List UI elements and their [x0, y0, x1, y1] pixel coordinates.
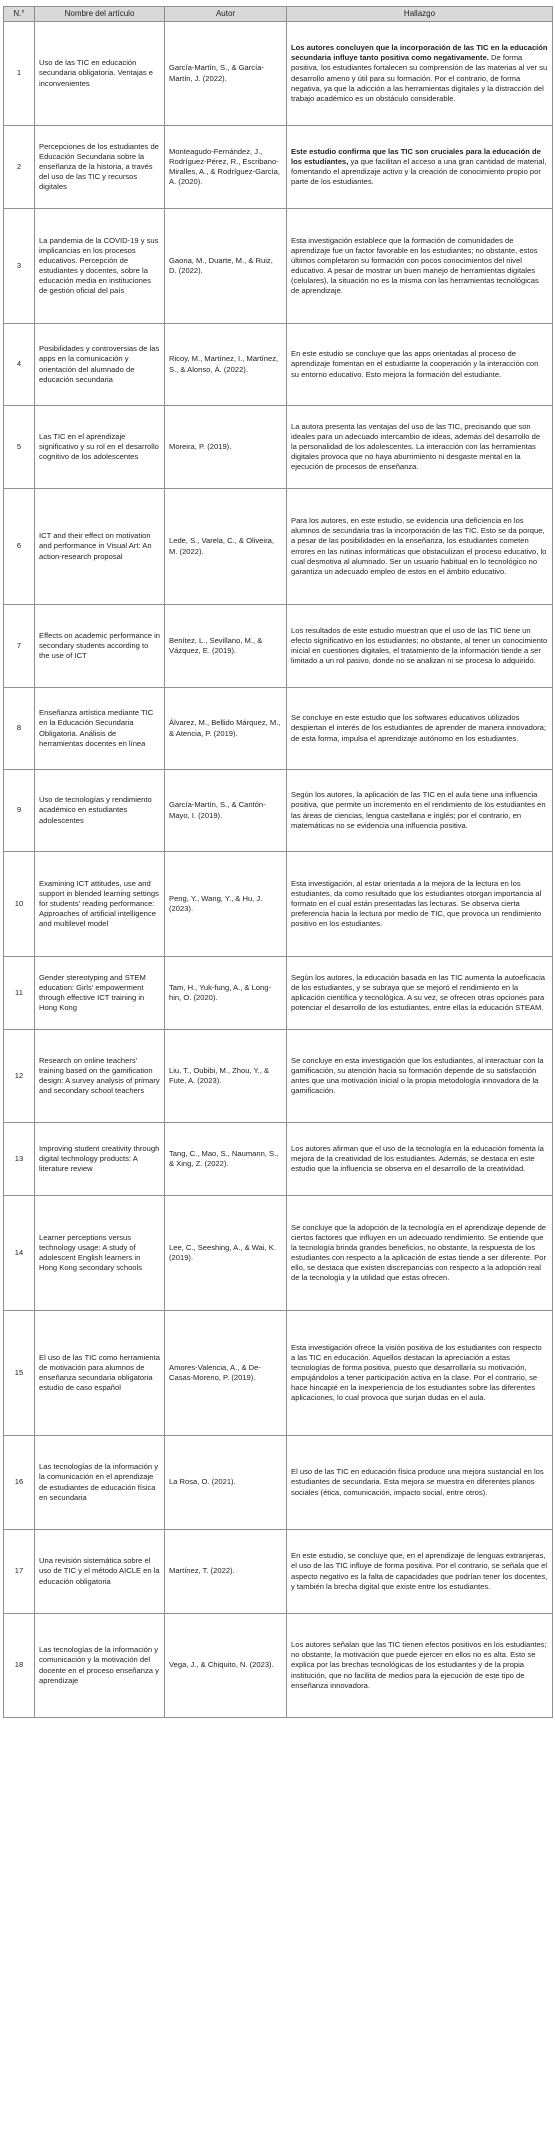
article-title: Uso de las TIC en educación secundaria obligatoria. Ventajas e inconvenientes [35, 22, 165, 126]
table-row [4, 1196, 553, 1311]
article-title: Improving student creativity through digital technology products: A literature review [35, 1123, 165, 1196]
finding-text: En este estudio se concluye que las apps orientadas al proceso de aprendizaje fomentan en el estudiante la cooperación y la interacción con su entorno educativo. Esto mejora la formación del estudiante. [291, 349, 539, 379]
row-number: 13 [4, 1123, 35, 1196]
article-finding [287, 1030, 553, 1123]
table-header [4, 7, 553, 22]
finding-text: En este estudio, se concluye que, en el aprendizaje de lenguas extranjeras, el uso de las TIC influye de forma positiva. Por el contrario, se señala que el aspecto negativo es la falta de capacidades que podrían tener los docentes, y también la brecha digital que existe entre los estudiantes. [291, 1551, 548, 1591]
article-author: Tang, C., Mao, S., Naumann, S., & Xing, Z. (2022). [165, 1123, 287, 1196]
row-number: 8 [4, 688, 35, 770]
article-finding [287, 489, 553, 605]
finding-text: De forma positiva, los estudiantes fortalecen su comprensión de las materias al ver su desarrollo ameno y útil para su formación. Por el contrario, de forma negativa, ya que la adicción a las herramientas digitales y la distracción del trabajo académico es un obstáculo considerable. [291, 53, 548, 103]
article-author: Benítez, L., Sevillano, M., & Vázquez, E. (2019). [165, 605, 287, 688]
article-finding [287, 1530, 553, 1614]
finding-highlight: Este estudio confirma que las TIC son cruciales para la educación de los estudiantes, [291, 146, 541, 166]
article-title: La pandemia de la COVID-19 y sus implicancias en los procesos educativos. Percepción de estudiantes y docentes, sobre la educación media en instituciones de gestión oficial del país [35, 209, 165, 324]
table-row [4, 852, 553, 957]
finding-text: Se concluye en esta investigación que los estudiantes, al interactuar con la gamificación, su atención hacia su formación depende de su satisfacción antes que una motivación inicial o la propia metodología innovadora de la gamificación. [291, 1055, 544, 1096]
article-finding [287, 324, 553, 406]
finding-text: ya que facilitan el acceso a una gran cantidad de material, fomentando el aprendizaje activo y la creación de conocimiento propio por parte de los estudiantes. [291, 156, 547, 187]
row-number: 2 [4, 126, 35, 209]
article-finding [287, 1311, 553, 1436]
article-title: ICT and their effect on motivation and performance in Visual Art: An action-research proposal [35, 489, 165, 605]
table-row [4, 209, 553, 324]
table-row [4, 1123, 553, 1196]
article-finding [287, 1436, 553, 1530]
row-number: 7 [4, 605, 35, 688]
article-finding [287, 406, 553, 489]
table-row [4, 770, 553, 852]
table-row [4, 688, 553, 770]
finding-text: Esta investigación establece que la formación de comunidades de aprendizaje fue un factor favorable en los estudiantes; no obstante, estos últimos completaron su formación con pocos conocimientos del nivel educativo. A pesar de mostrar un buen manejo de herramientas digitales (celulares), la situación no es la misma con las herramientas tecnológicas de aprendizaje. [291, 235, 539, 296]
article-finding [287, 126, 553, 209]
article-author: Álvarez, M., Bellido Márquez, M., & Atencia, P. (2019). [165, 688, 287, 770]
article-author: Amores-Valencia, A., & De-Casas-Moreno, P. (2019). [165, 1311, 287, 1436]
article-author: García-Martín, S., & García-Martín, J. (2022). [165, 22, 287, 126]
article-author: Lee, C., Seeshing, A., & Wai, K. (2019). [165, 1196, 287, 1311]
row-number: 9 [4, 770, 35, 852]
row-number: 10 [4, 852, 35, 957]
article-author: Martínez, T. (2022). [165, 1530, 287, 1614]
finding-text: Según los autores, la educación basada en las TIC aumenta la autoeficacia de los estudiantes, y se subraya que se mejoró el rendimiento en la aplicación científica y tecnológica. A su vez, se ofrecen otras opciones para potenciar el desarrollo de los estudiantes, entre ellas la educación STEAM. [291, 972, 545, 1013]
article-author: Monteagudo-Fernández, J., Rodríguez-Pérez, R., Escribano-Miralles, A., & Rodríguez-García, A. (2020). [165, 126, 287, 209]
header-author: Autor [165, 7, 287, 22]
literature-review-table [3, 6, 553, 1718]
article-title: Effects on academic performance in secondary students according to the use of ICT [35, 605, 165, 688]
article-finding [287, 852, 553, 957]
article-title: Percepciones de los estudiantes de Educación Secundaria sobre la enseñanza de la historia, a través del uso de las TIC y recursos digitales [35, 126, 165, 209]
header-article-name: Nombre del artículo [35, 7, 165, 22]
article-finding [287, 957, 553, 1030]
article-finding [287, 605, 553, 688]
article-title: Research on online teachers' training based on the gamification design: A survey analysis of primary and secondary school teachers [35, 1030, 165, 1123]
article-title: Las TIC en el aprendizaje significativo y su rol en el desarrollo cognitivo de los adolescentes [35, 406, 165, 489]
row-number: 18 [4, 1614, 35, 1718]
article-title: Enseñanza artística mediante TIC en la Educación Secundaria Obligatoria. Análisis de herramientas docentes en línea [35, 688, 165, 770]
article-finding [287, 688, 553, 770]
article-author: Lede, S., Varela, C., & Oliveira, M. (2022). [165, 489, 287, 605]
row-number: 17 [4, 1530, 35, 1614]
article-title: Las tecnologías de la información y la comunicación en el aprendizaje de estudiantes de educación física en secundaria [35, 1436, 165, 1530]
table-row [4, 324, 553, 406]
article-title: El uso de las TIC como herramienta de motivación para alumnos de enseñanza secundaria obligatoria estudio de caso español [35, 1311, 165, 1436]
row-number: 4 [4, 324, 35, 406]
article-finding [287, 22, 553, 126]
row-number: 3 [4, 209, 35, 324]
finding-text: Los autores señalan que las TIC tienen efectos positivos en los estudiantes; no obstante, la motivación que puede ejercer en ellos no es alta. Esto se explica por las brechas tecnológicas de los estudiantes y de la propia institución, que no facilita de medios para la ejecución de este tipo de enseñanza innovadora. [291, 1640, 547, 1690]
table-row [4, 126, 553, 209]
article-author: Tam, H., Yuk-fung, A., & Long-hin, O. (2020). [165, 957, 287, 1030]
finding-text: Esta investigación ofrece la visión positiva de los estudiantes con respecto a las TIC en educación. Aquellos destacan la apreciación a estas tecnologías de forma positiva, puesto que desarrollaría su motivación, empujándolos a tener participación activa en la clase. Por el contrario, se hace hincapié en la inexperiencia de los estudiantes sobre las diferentes aplicaciones, lo cual provoca que surjan dudas en el aula. [291, 1342, 542, 1403]
finding-text: Los autores afirman que el uso de la tecnología en la educación fomenta la mejora de la creatividad de los estudiantes. Además, se destaca en este estudio que la influencia se observa en el desarrollo de la creatividad. [291, 1143, 544, 1173]
article-finding [287, 1123, 553, 1196]
table-header-row [4, 7, 553, 22]
article-author: Ricoy, M., Martínez, I., Martínez, S., & Alonso, Á. (2022). [165, 324, 287, 406]
table-row [4, 605, 553, 688]
article-title: Una revisión sistemática sobre el uso de TIC y el método AICLE en la educación obligatoria [35, 1530, 165, 1614]
table-row [4, 489, 553, 605]
header-number: N.° [4, 7, 35, 22]
article-author: Liu, T., Oubibi, M., Zhou, Y., & Fute, A. (2023). [165, 1030, 287, 1123]
finding-text: Para los autores, en este estudio, se evidencia una deficiencia en los alumnos de secundaria tras la incorporación de las TIC. Esto se da porque, a pesar de las posibilidades en la enseñanza, los estudiantes cometen errores en las rutinas informáticas que obstaculizan el proceso educativo, lo cual desmotiva al alumnado. Ser un usuario habitual en lo tecnológico no garantiza un adecuado empleo de estos en el ámbito educativo. [291, 516, 547, 576]
article-author: Moreira, P. (2019). [165, 406, 287, 489]
article-title: Examining ICT attitudes, use and support in blended learning settings for students' reading performance: Approaches of artificial intelligence and multilevel model [35, 852, 165, 957]
article-title: Uso de tecnologías y rendimiento académico en estudiantes adolescentes [35, 770, 165, 852]
article-author: La Rosa, O. (2021). [165, 1436, 287, 1530]
article-finding [287, 770, 553, 852]
finding-text: El uso de las TIC en educación física produce una mejora sustancial en los estudiantes de secundaria. Esta mejora se muestra en diferentes planos sociales (ética, comunicación, impacto social, entre otros). [291, 1467, 544, 1497]
table-row [4, 1614, 553, 1718]
article-author: García-Martín, S., & Cantón-Mayo, I. (2019). [165, 770, 287, 852]
article-author: Peng, Y., Wang, Y., & Hu, J. (2023). [165, 852, 287, 957]
table-row [4, 1436, 553, 1530]
row-number: 6 [4, 489, 35, 605]
table-row [4, 1311, 553, 1436]
row-number: 12 [4, 1030, 35, 1123]
row-number: 5 [4, 406, 35, 489]
article-title: Las tecnologías de la información y comunicación y la motivación del docente en el proceso enseñanza y aprendizaje [35, 1614, 165, 1718]
header-finding: Hallazgo [287, 7, 553, 22]
table-row [4, 957, 553, 1030]
finding-highlight: Los autores concluyen que la incorporación de las TIC en la educación secundaria influye tanto positiva como negativamente. [291, 43, 548, 63]
table-row [4, 406, 553, 489]
table-body [4, 22, 553, 1718]
row-number: 11 [4, 957, 35, 1030]
row-number: 15 [4, 1311, 35, 1436]
finding-text: Según los autores, la aplicación de las TIC en el aula tiene una influencia positiva, que permite un incremento en el rendimiento de los estudiantes en las áreas de ciencias, lengua castellana e inglés; por el contrario, en matemáticas no se evidencia una influencia positiva. [291, 790, 546, 830]
article-finding [287, 1196, 553, 1311]
finding-text: Los resultados de este estudio muestran que el uso de las TIC tiene un efecto significativo en los estudiantes; no obstante, al tener un conocimiento inicial en cuestiones digitales, el tratamiento de la información tiende a ser limitado a un rol pasivo, donde no se analizan ni se procesa lo adquirido. [291, 625, 548, 666]
article-author: Vega, J., & Chiquito, N. (2023). [165, 1614, 287, 1718]
table-row [4, 22, 553, 126]
row-number: 14 [4, 1196, 35, 1311]
row-number: 1 [4, 22, 35, 126]
table-row [4, 1530, 553, 1614]
article-finding [287, 1614, 553, 1718]
article-author: Gaona, M., Duarte, M., & Ruiz, D. (2022). [165, 209, 287, 324]
article-title: Learner perceptions versus technology usage: A study of adolescent English learners in Hong Kong secondary schools [35, 1196, 165, 1311]
row-number: 16 [4, 1436, 35, 1530]
finding-text: Se concluye en este estudio que los softwares educativos utilizados despiertan el interés de los estudiantes de aprender de manera innovadora; de esta forma, impulsa el aprendizaje autónomo en los estudiantes. [291, 713, 546, 743]
article-title: Gender stereotyping and STEM education: Girls' empowerment through effective ICT training in Hong Kong [35, 957, 165, 1030]
article-title: Posibilidades y controversias de las apps en la comunicación y orientación del alumnado de educación secundaria [35, 324, 165, 406]
finding-text: La autora presenta las ventajas del uso de las TIC, precisando que son ideales para un adecuado intercambio de ideas, además del desarrollo de la personalidad de los adolescentes. La interacción con las herramientas digitales provoca que no haya aburrimiento ni desgaste mental en la ejecución de procesos de enseñanza. [291, 421, 541, 472]
table-row [4, 1030, 553, 1123]
finding-text: Se concluye que la adopción de la tecnología en el aprendizaje depende de ciertos factores que influyen en un adecuado rendimiento. Se entiende que la tecnología brinda grandes beneficios, no obstante, la respuesta de los estudiantes con respecto a la aplicación de estas tiende a ser diferente. Por ello, se destaca que existen discrepancias con respecto a la adopción real de la tecnología y la utilidad que estas ofrecen. [291, 1222, 547, 1283]
article-finding [287, 209, 553, 324]
finding-text: Esta investigación, al estar orientada a la mejora de la lectura en los estudiantes, da como resultado que los estudiantes otorgan importancia al formato en el cual están presentadas las lecturas. Se observa cierta preferencia hacia la lectura por medio de TIC, que provoca un rendimiento positivo en los estudiantes. [291, 878, 542, 929]
